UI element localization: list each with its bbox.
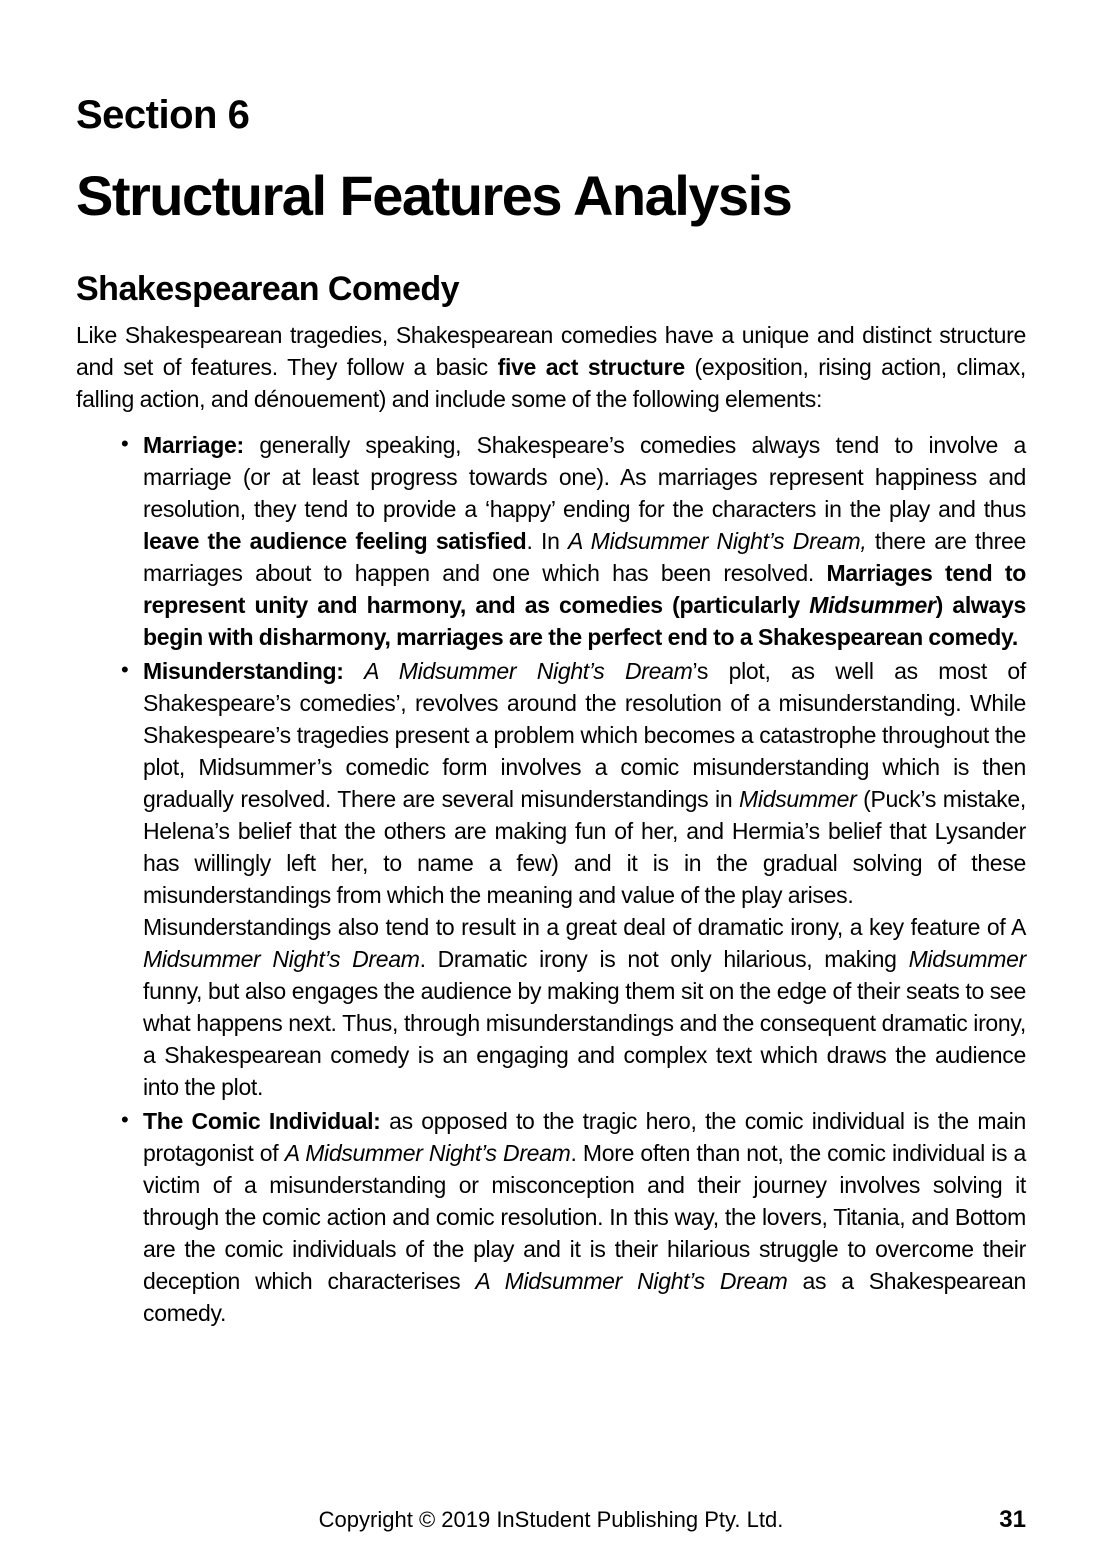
- list-item-comic-individual: [76, 1105, 1026, 1329]
- page-number: 31: [999, 1506, 1026, 1533]
- page-footer: [76, 1506, 1026, 1536]
- list-item-misunderstanding: [76, 655, 1026, 1103]
- bullet-list: [76, 429, 1026, 1329]
- bullet-icon: •: [121, 657, 129, 682]
- bullet-paragraph-misunderstanding-2: Misunderstandings also tend to result in a great deal of dramatic irony, a key feature of A Midsummer Night’s Dream. Dramatic irony is not only hilarious, making Midsummer funny, but also engages the audience by making them sit on the edge of their seats to see what happens next. Thus, through misunderstandings and the consequent dramatic irony, a Shakespearean comedy is an engaging and complex text which draws the audience into the plot.: [143, 914, 1026, 1100]
- bullet-paragraph-marriage: Marriage: generally speaking, Shakespeare’s comedies always tend to involve a marriage (or at least progress towards one). As marriages represent happiness and resolution, they tend to provide a ‘happy’ ending for the characters in the play and thus leave the audience feeling satisfied. In A Midsummer Night’s Dream, there are three marriages about to happen and one which has been resolved. Marriages tend to represent unity and harmony, and as comedies (particularly Midsummer) always begin with disharmony, marriages are the perfect end to a Shakespearean comedy.: [143, 432, 1026, 650]
- subsection-heading: Shakespearean Comedy: [76, 270, 460, 308]
- copyright-text: Copyright © 2019 InStudent Publishing Pty. Ltd.: [318, 1507, 784, 1532]
- intro-paragraph: Like Shakespearean tragedies, Shakespearean comedies have a unique and distinct structure and set of features. They follow a basic five act structure (exposition, rising action, climax, falling action, and dénouement) and include some of the following elements:: [76, 322, 1027, 412]
- section-label: Section 6: [76, 93, 250, 137]
- page-title: Structural Features Analysis: [76, 164, 792, 227]
- list-item-marriage: [76, 429, 1026, 653]
- bullet-icon: •: [121, 431, 129, 456]
- page-content: [76, 95, 1026, 1329]
- bullet-paragraph-comic-individual: The Comic Individual: as opposed to the tragic hero, the comic individual is the main protagonist of A Midsummer Night’s Dream. More often than not, the comic individual is a victim of a misunderstanding or misconception and their journey involves solving it through the comic action and comic resolution. In this way, the lovers, Titania, and Bottom are the comic individuals of the play and it is their hilarious struggle to overcome their deception which characterises A Midsummer Night’s Dream as a Shakespearean comedy.: [143, 1108, 1026, 1326]
- bullet-icon: •: [121, 1107, 129, 1132]
- bullet-paragraph-misunderstanding-1: Misunderstanding: A Midsummer Night’s Dream’s plot, as well as most of Shakespeare’s comedies’, revolves around the resolution of a misunderstanding. While Shakespeare’s tragedies present a problem which becomes a catastrophe throughout the plot, Midsummer’s comedic form involves a comic misunderstanding which is then gradually resolved. There are several misunderstandings in Midsummer (Puck’s mistake, Helena’s belief that the others are making fun of her, and Hermia’s belief that Lysander has willingly left her, to name a few) and it is in the gradual solving of these misunderstandings from which the meaning and value of the play arises.: [143, 658, 1027, 908]
